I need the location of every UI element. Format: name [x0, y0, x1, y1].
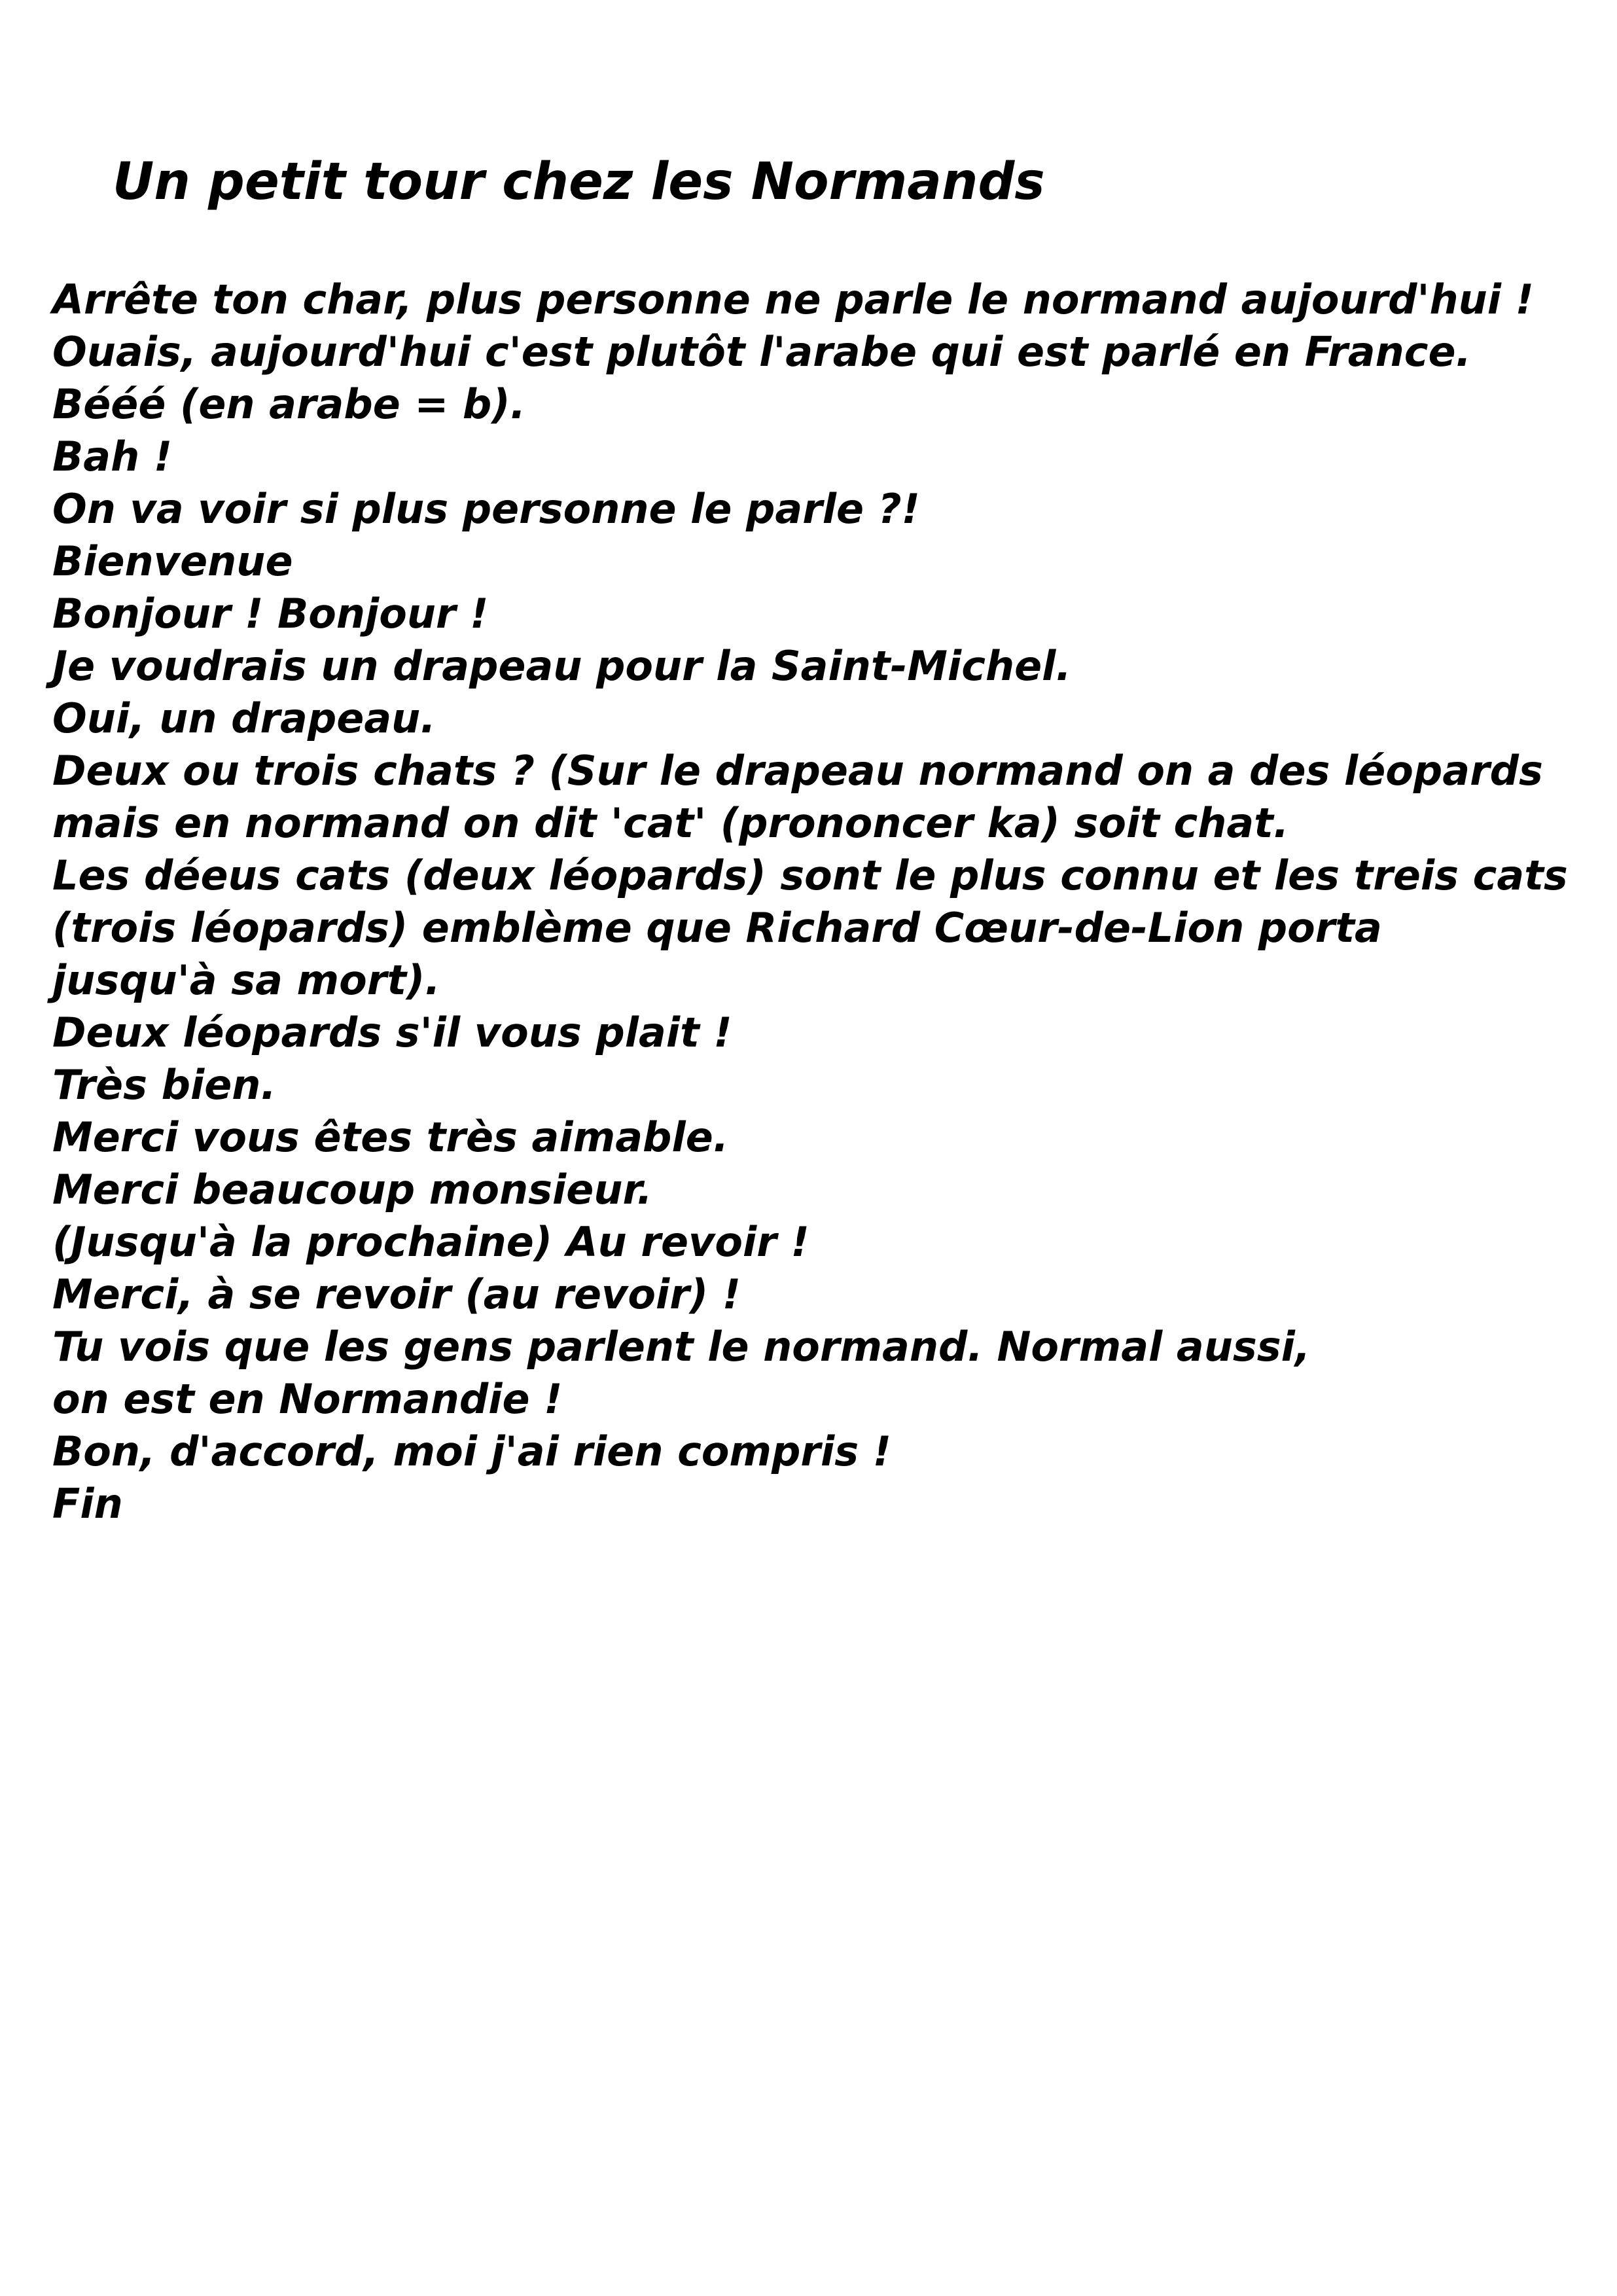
dialogue-line: Deux ou trois chats ? (Sur le drapeau normand on a des léopards: [52, 747, 1543, 795]
dialogue-line: Merci vous êtes très aimable.: [52, 1113, 729, 1161]
dialogue-line: Merci beaucoup monsieur.: [52, 1166, 652, 1213]
dialogue-line: On va voir si plus personne le parle ?!: [52, 485, 920, 533]
dialogue-line: (trois léopards) emblème que Richard Cœur-de-Lion porta: [52, 904, 1382, 952]
dialogue-line: Arrête ton char, plus personne ne parle le normand aujourd'hui !: [52, 276, 1534, 323]
dialogue-line: Bonjour ! Bonjour !: [52, 590, 489, 637]
dialogue-line: Bah !: [52, 433, 173, 480]
dialogue-line: Très bien.: [52, 1061, 276, 1109]
dialogue-line: Fin: [52, 1480, 123, 1528]
dialogue-line: Les déeus cats (deux léopards) sont le plus connu et les treis cats: [52, 852, 1568, 899]
dialogue-line: Deux léopards s'il vous plait !: [52, 1009, 732, 1056]
dialogue-line: Je voudrais un drapeau pour la Saint-Michel.: [52, 642, 1071, 690]
dialogue-line: jusqu'à sa mort).: [52, 956, 440, 1004]
dialogue-line: (Jusqu'à la prochaine) Au revoir !: [52, 1218, 809, 1266]
dialogue-line: Bon, d'accord, moi j'ai rien compris !: [52, 1427, 891, 1475]
document-title: Un petit tour chez les Normands: [113, 152, 1045, 211]
dialogue-line: on est en Normandie !: [52, 1375, 563, 1423]
dialogue-lines: [52, 274, 1603, 1530]
dialogue-line: Bééé (en arabe = b).: [52, 380, 526, 428]
dialogue-line: Bienvenue: [52, 537, 293, 585]
dialogue-line: Merci, à se revoir (au revoir) !: [52, 1270, 741, 1318]
dialogue-line: Oui, un drapeau.: [52, 694, 436, 742]
dialogue-line: mais en normand on dit 'cat' (prononcer ka) soit chat.: [52, 799, 1289, 847]
dialogue-line: Ouais, aujourd'hui c'est plutôt l'arabe qui est parlé en France.: [52, 328, 1472, 376]
dialogue-line: Tu vois que les gens parlent le normand. Normal aussi,: [52, 1323, 1311, 1371]
